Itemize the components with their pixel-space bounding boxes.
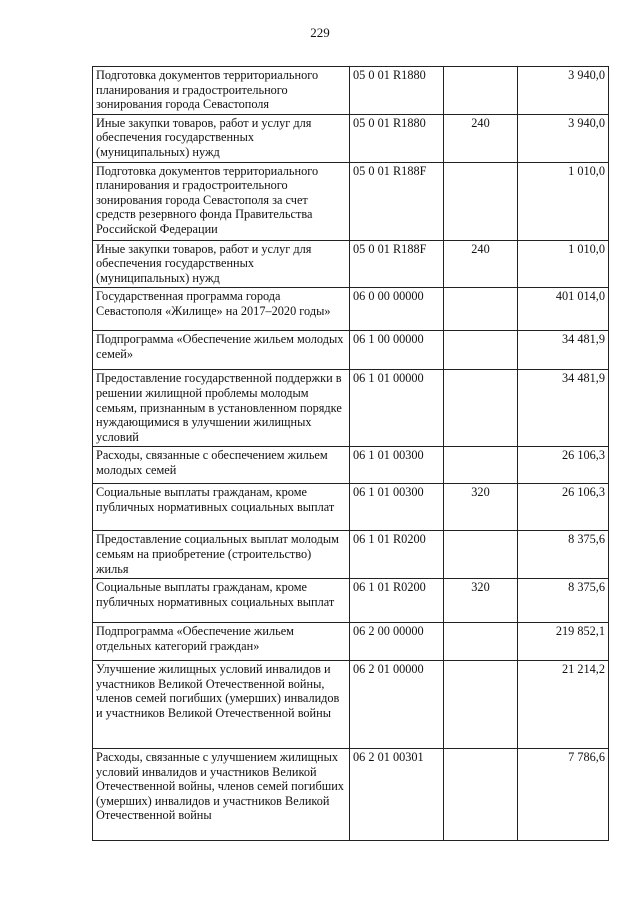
expense-name: Расходы, связанные с обеспечением жильем молодых семей [93, 447, 350, 484]
expense-type-code [444, 623, 518, 661]
expense-name: Социальные выплаты гражданам, кроме публичных нормативных социальных выплат [93, 484, 350, 531]
amount-cell: 26 106,3 [518, 447, 609, 484]
target-article-code: 06 2 01 00301 [350, 749, 444, 841]
expense-name: Предоставление государственной поддержки в решении жилищной проблемы молодым семьям, признанным в установленном порядке нуждающимися в улучшении жилищных условий [93, 370, 350, 447]
amount-cell: 401 014,0 [518, 288, 609, 331]
page-number: 229 [310, 25, 330, 40]
target-article-code: 05 0 01 R1880 [350, 114, 444, 162]
expense-name: Подготовка документов территориального планирования и градостроительного зонирования города Севастополя за счет средств резервного фонда Правительства Российской Федерации [93, 162, 350, 240]
amount-cell: 3 940,0 [518, 67, 609, 115]
table-row [93, 623, 609, 661]
expense-name: Подпрограмма «Обеспечение жильем отдельных категорий граждан» [93, 623, 350, 661]
target-article-code: 06 0 00 00000 [350, 288, 444, 331]
expense-type-code: 320 [444, 579, 518, 623]
table-row [93, 484, 609, 531]
target-article-code: 05 0 01 R188F [350, 162, 444, 240]
expense-type-code [444, 67, 518, 115]
expense-name: Подпрограмма «Обеспечение жильем молодых семей» [93, 331, 350, 370]
table-row [93, 370, 609, 447]
table-row [93, 288, 609, 331]
expense-type-code [444, 749, 518, 841]
expense-name: Государственная программа города Севастополя «Жилище» на 2017–2020 годы» [93, 288, 350, 331]
amount-cell: 3 940,0 [518, 114, 609, 162]
budget-table [92, 66, 609, 841]
amount-cell: 34 481,9 [518, 331, 609, 370]
table-row [93, 661, 609, 749]
table-row [93, 67, 609, 115]
target-article-code: 06 2 00 00000 [350, 623, 444, 661]
expense-type-code [444, 661, 518, 749]
target-article-code: 06 1 01 R0200 [350, 579, 444, 623]
target-article-code: 06 1 01 00300 [350, 447, 444, 484]
table-row [93, 447, 609, 484]
target-article-code: 06 1 01 00300 [350, 484, 444, 531]
expense-type-code [444, 331, 518, 370]
table-row [93, 114, 609, 162]
amount-cell: 21 214,2 [518, 661, 609, 749]
amount-cell: 219 852,1 [518, 623, 609, 661]
amount-cell: 7 786,6 [518, 749, 609, 841]
expense-name: Подготовка документов территориального планирования и градостроительного зонирования города Севастополя [93, 67, 350, 115]
table-row [93, 749, 609, 841]
expense-type-code [444, 531, 518, 579]
expense-type-code [444, 288, 518, 331]
amount-cell: 26 106,3 [518, 484, 609, 531]
expense-type-code: 240 [444, 114, 518, 162]
target-article-code: 06 2 01 00000 [350, 661, 444, 749]
expense-type-code [444, 162, 518, 240]
expense-name: Расходы, связанные с улучшением жилищных условий инвалидов и участников Великой Отечественной войны, членов семей погибших (умерших) инвалидов и участников Великой Отечественной войны [93, 749, 350, 841]
table-row [93, 331, 609, 370]
table-row [93, 531, 609, 579]
expense-type-code: 320 [444, 484, 518, 531]
expense-name: Социальные выплаты гражданам, кроме публичных нормативных социальных выплат [93, 579, 350, 623]
table-row [93, 240, 609, 288]
target-article-code: 06 1 01 R0200 [350, 531, 444, 579]
target-article-code: 06 1 00 00000 [350, 331, 444, 370]
amount-cell: 8 375,6 [518, 579, 609, 623]
expense-name: Предоставление социальных выплат молодым семьям на приобретение (строительство) жилья [93, 531, 350, 579]
expense-type-code [444, 370, 518, 447]
expense-type-code: 240 [444, 240, 518, 288]
expense-name: Иные закупки товаров, работ и услуг для обеспечения государственных (муниципальных) нужд [93, 240, 350, 288]
amount-cell: 1 010,0 [518, 162, 609, 240]
expense-name: Иные закупки товаров, работ и услуг для обеспечения государственных (муниципальных) нужд [93, 114, 350, 162]
table-row [93, 579, 609, 623]
amount-cell: 1 010,0 [518, 240, 609, 288]
table-row [93, 162, 609, 240]
expense-name: Улучшение жилищных условий инвалидов и участников Великой Отечественной войны, членов семей погибших (умерших) инвалидов и участников Великой Отечественной войны [93, 661, 350, 749]
target-article-code: 06 1 01 00000 [350, 370, 444, 447]
expense-type-code [444, 447, 518, 484]
amount-cell: 8 375,6 [518, 531, 609, 579]
target-article-code: 05 0 01 R188F [350, 240, 444, 288]
target-article-code: 05 0 01 R1880 [350, 67, 444, 115]
amount-cell: 34 481,9 [518, 370, 609, 447]
